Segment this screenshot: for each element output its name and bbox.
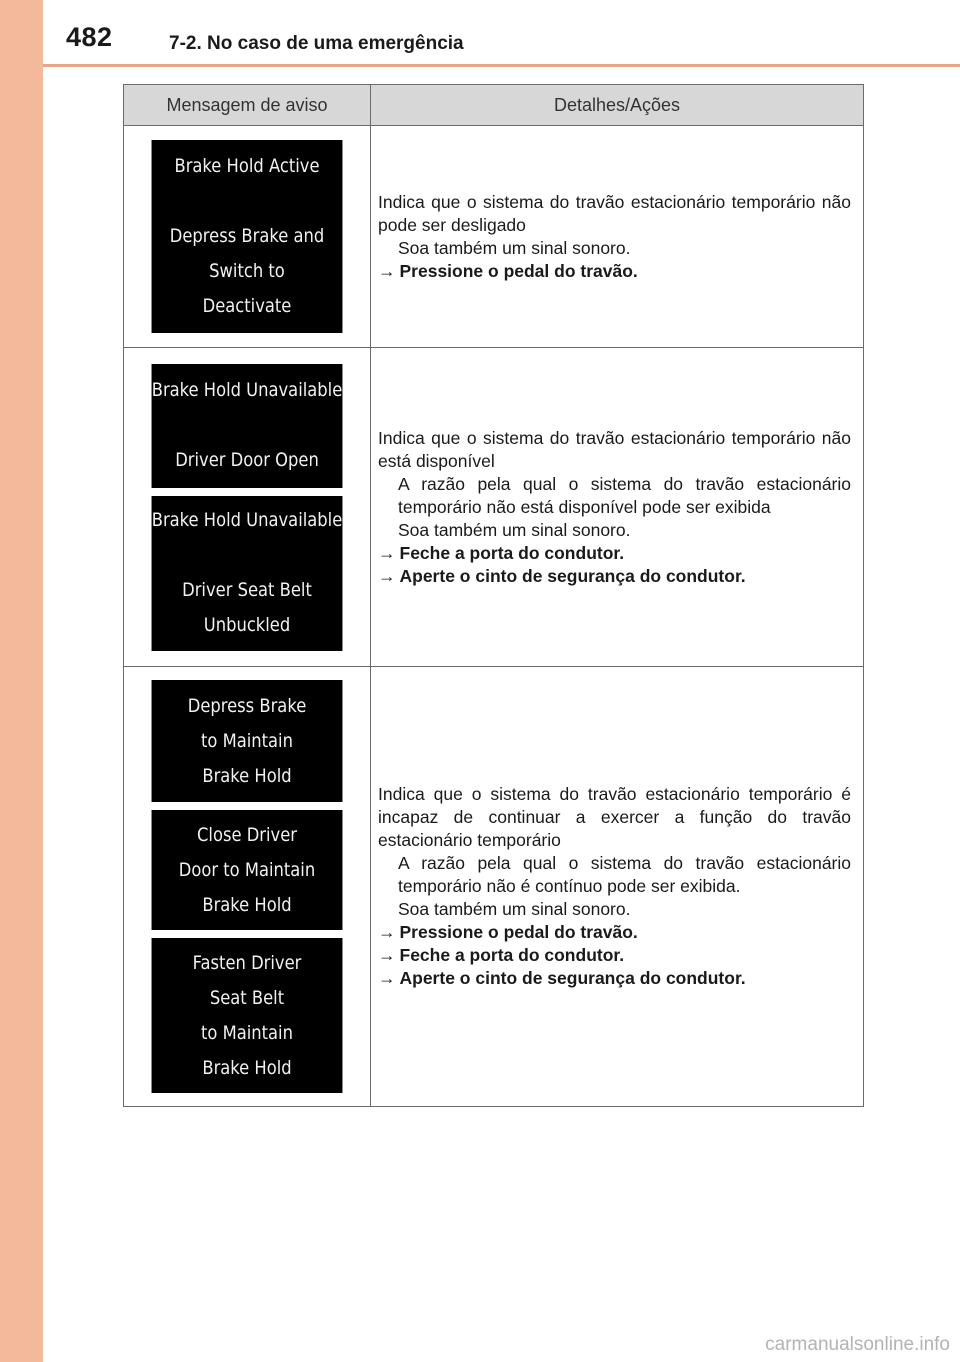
table-row <box>124 126 864 348</box>
display-line: Brake Hold <box>202 1056 292 1079</box>
table-header-row <box>124 85 864 126</box>
section-title: 7-2. No caso de uma emergência <box>169 33 464 54</box>
header-divider <box>43 64 960 67</box>
display-line: to Maintain <box>201 729 293 752</box>
display-line: Depress Brake <box>187 694 307 717</box>
display-line: Switch to <box>209 260 285 282</box>
display-message-fasten-seat-belt <box>152 938 343 1093</box>
details-cell <box>371 667 864 1107</box>
display-message-brake-hold-active <box>152 140 343 333</box>
display-line: Deactivate <box>202 295 292 317</box>
detail-intro: Indica que o sistema do travão estacionário temporário não está disponível <box>378 427 851 471</box>
action-item: → Pressione o pedal do travão. <box>378 922 638 942</box>
display-message-seat-belt-unbuckled <box>152 496 343 651</box>
display-line: Fasten Driver <box>192 951 302 974</box>
arrow-icon: → <box>378 260 396 281</box>
arrow-icon: → <box>378 922 396 942</box>
message-cell <box>124 348 371 667</box>
action-item: → Aperte o cinto de segurança do condutor. <box>378 968 746 988</box>
display-message-close-driver-door <box>152 810 343 930</box>
detail-intro: Indica que o sistema do travão estacionário temporário é incapaz de continuar a exercer a função do travão estacionário temporário <box>378 784 851 850</box>
display-line: Depress Brake and <box>169 225 325 247</box>
table-row <box>124 667 864 1107</box>
details-cell <box>371 348 864 667</box>
detail-sub: Soa também um sinal sonoro. <box>398 519 631 540</box>
display-line: Brake Hold <box>202 764 292 787</box>
display-message-depress-brake <box>152 680 343 802</box>
display-line: Brake Hold Active <box>174 155 320 177</box>
display-line: to Maintain <box>201 1021 293 1044</box>
display-line: Door to Maintain <box>178 858 316 881</box>
display-line: Seat Belt <box>209 986 285 1009</box>
arrow-icon: → <box>378 945 396 965</box>
display-line: Brake Hold Unavailable <box>151 379 343 401</box>
message-cell <box>124 667 371 1107</box>
action-item: → Feche a porta do condutor. <box>378 542 625 563</box>
column-header-message: Mensagem de aviso <box>124 85 371 126</box>
watermark-text: carmanualsonline.info <box>765 1334 950 1355</box>
action-item: → Feche a porta do condutor. <box>378 945 625 965</box>
arrow-icon: → <box>378 968 396 988</box>
warning-messages-table <box>123 84 864 1107</box>
table-row <box>124 348 864 667</box>
display-line: Brake Hold <box>202 893 292 916</box>
message-cell <box>124 126 371 348</box>
display-line: Driver Seat Belt <box>182 579 312 601</box>
display-line: Close Driver <box>196 823 297 846</box>
details-cell <box>371 126 864 348</box>
arrow-icon: → <box>378 565 396 586</box>
action-item: → Pressione o pedal do travão. <box>378 260 638 281</box>
page-header <box>43 0 960 66</box>
detail-sub: A razão pela qual o sistema do travão estacionário temporário não é contínuo pode ser exibida. <box>398 853 851 896</box>
detail-sub: Soa também um sinal sonoro. <box>398 899 631 919</box>
detail-intro: Indica que o sistema do travão estacionário temporário não pode ser desligado <box>378 191 851 235</box>
display-line: Brake Hold Unavailable <box>151 509 343 531</box>
display-message-driver-door-open <box>152 364 343 488</box>
detail-sub: Soa também um sinal sonoro. <box>398 237 631 258</box>
display-line: Driver Door Open <box>175 449 319 471</box>
side-color-band <box>0 0 43 1362</box>
arrow-icon: → <box>378 542 396 563</box>
action-item: → Aperte o cinto de segurança do condutor. <box>378 565 746 586</box>
display-line: Unbuckled <box>203 614 291 636</box>
column-header-details: Detalhes/Ações <box>371 85 864 126</box>
page-number: 482 <box>66 22 113 52</box>
detail-sub: A razão pela qual o sistema do travão estacionário temporário não está disponível pode ser exibida <box>398 473 851 517</box>
